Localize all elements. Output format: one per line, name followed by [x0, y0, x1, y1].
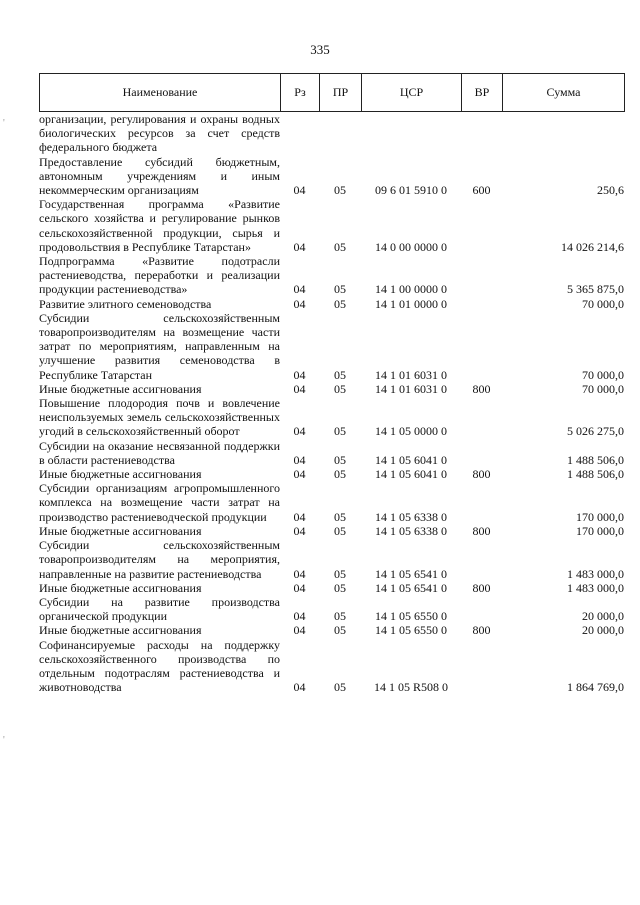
scan-mark: ': [3, 735, 5, 746]
table-row: [39, 382, 624, 396]
cell-csr: 14 1 05 6041 0: [375, 467, 447, 482]
cell-csr: [361, 112, 461, 155]
cell-vr: [461, 112, 502, 155]
cell-csr: 14 1 00 0000 0: [375, 282, 447, 297]
cell-vr: [461, 538, 502, 581]
cell-sum: 1 483 000,0: [567, 566, 624, 581]
cell-pr: 05: [334, 509, 346, 524]
cell-rz: 04: [293, 239, 306, 254]
cell-sum: [502, 112, 624, 155]
cell-sum: 170 000,0: [576, 523, 624, 538]
cell-name: Субсидии сельскохозяйственным товаропроизводителям на мероприятия, направленные на развитие растениеводства: [39, 538, 280, 581]
cell-csr: 14 1 05 6338 0: [375, 523, 447, 538]
cell-vr: 800: [472, 523, 491, 538]
budget-table: [39, 112, 624, 694]
cell-sum: 5 365 875,0: [567, 282, 624, 297]
cell-name: Иные бюджетные ассигнования: [39, 467, 202, 482]
cell-vr: 600: [472, 183, 491, 198]
column-header-name: Наименование: [40, 74, 281, 112]
cell-name: Субсидии организациям агропромышленного комплекса на возмещение части затрат на производство растениеводческой продукции: [39, 481, 280, 524]
cell-vr: [461, 595, 502, 623]
cell-rz: 04: [293, 523, 306, 538]
cell-sum: 5 026 275,0: [567, 424, 624, 439]
cell-vr: [461, 638, 502, 695]
table-row: [39, 623, 624, 637]
table-row: [39, 155, 624, 198]
column-header-rz: Рз: [281, 74, 320, 112]
cell-csr: 14 1 05 6541 0: [375, 566, 447, 581]
cell-vr: [461, 297, 502, 311]
cell-name: Развитие элитного семеноводства: [39, 296, 212, 311]
cell-name: Субсидии сельскохозяйственным товаропроизводителям на возмещение части затрат по мероприятиям, направленным на улучшение развития семеноводства в Республике Татарстан: [39, 310, 280, 382]
cell-name: Иные бюджетные ассигнования: [39, 381, 202, 396]
cell-rz: 04: [293, 296, 306, 311]
cell-csr: 09 6 01 5910 0: [375, 183, 447, 198]
cell-rz: 04: [293, 381, 306, 396]
table-row: [39, 524, 624, 538]
cell-vr: [461, 254, 502, 297]
cell-vr: 800: [472, 623, 491, 638]
cell-pr: 05: [334, 424, 346, 439]
table-row: [39, 481, 624, 524]
cell-csr: 14 1 01 6031 0: [375, 367, 447, 382]
cell-pr: 05: [334, 467, 346, 482]
cell-csr: 14 1 05 R508 0: [373, 680, 448, 695]
table-row: [39, 538, 624, 581]
cell-vr: [461, 481, 502, 524]
cell-pr: 05: [334, 183, 346, 198]
cell-vr: 800: [472, 467, 491, 482]
cell-sum: 1 864 769,0: [567, 680, 624, 695]
cell-pr: 05: [334, 367, 346, 382]
cell-name: организации, регулирования и охраны водных биологических ресурсов за счет средств федерального бюджета: [39, 112, 280, 155]
cell-pr: 05: [334, 296, 346, 311]
table-row: [39, 112, 624, 155]
cell-csr: 14 1 05 6541 0: [375, 580, 447, 595]
budget-table-body: [39, 112, 624, 694]
cell-csr: 14 1 05 6550 0: [375, 623, 447, 638]
cell-vr: [461, 197, 502, 254]
cell-csr: 14 1 01 6031 0: [375, 381, 447, 396]
table-row: [39, 638, 624, 695]
table-row: [39, 595, 624, 623]
table-row: [39, 396, 624, 439]
scan-mark: ': [3, 118, 5, 129]
cell-pr: 05: [334, 580, 346, 595]
cell-pr: 05: [334, 523, 346, 538]
cell-rz: 04: [293, 282, 306, 297]
table-row: [39, 197, 624, 254]
cell-rz: 04: [293, 367, 306, 382]
cell-sum: 20 000,0: [582, 623, 624, 638]
cell-vr: [461, 311, 502, 382]
cell-name: Предоставление субсидий бюджетным, автономным учреждениям и иным некоммерческим организациям: [39, 154, 280, 198]
cell-rz: 04: [293, 580, 306, 595]
cell-name: Иные бюджетные ассигнования: [39, 523, 202, 538]
cell-sum: 70 000,0: [582, 381, 624, 396]
cell-rz: 04: [293, 623, 306, 638]
cell-rz: 04: [293, 680, 306, 695]
cell-pr: 05: [334, 381, 346, 396]
cell-pr: 05: [334, 282, 346, 297]
cell-pr: 05: [334, 623, 346, 638]
cell-rz: 04: [293, 452, 306, 467]
column-header-pr: ПР: [320, 74, 362, 112]
cell-csr: 14 1 05 6041 0: [375, 452, 447, 467]
cell-name: Подпрограмма «Развитие подотрасли растениеводства, переработки и реализации продукции растениеводства»: [39, 254, 280, 297]
cell-sum: 14 026 214,6: [561, 239, 624, 254]
cell-sum: 170 000,0: [576, 509, 624, 524]
cell-sum: 20 000,0: [582, 609, 624, 624]
table-header: [39, 73, 625, 112]
cell-name: Иные бюджетные ассигнования: [39, 580, 202, 595]
cell-name: Субсидии на развитие производства органической продукции: [39, 594, 280, 624]
cell-pr: 05: [334, 239, 346, 254]
cell-vr: [461, 439, 502, 467]
cell-rz: 04: [293, 424, 306, 439]
column-header-vr: ВР: [462, 74, 503, 112]
cell-sum: 70 000,0: [582, 367, 624, 382]
cell-csr: 14 1 01 0000 0: [375, 296, 447, 311]
cell-rz: 04: [293, 509, 306, 524]
cell-name: Иные бюджетные ассигнования: [39, 623, 202, 638]
cell-csr: 14 0 00 0000 0: [375, 239, 447, 254]
cell-rz: 04: [293, 609, 306, 624]
cell-pr: 05: [334, 680, 346, 695]
cell-pr: [319, 112, 361, 155]
table-row: [39, 581, 624, 595]
column-header-csr: ЦСР: [362, 74, 462, 112]
cell-rz: 04: [293, 467, 306, 482]
cell-name: Субсидии на оказание несвязанной поддержки в области растениеводства: [39, 438, 280, 467]
cell-pr: 05: [334, 566, 346, 581]
cell-pr: 05: [334, 452, 346, 467]
column-header-sum: Сумма: [503, 74, 625, 112]
cell-rz: 04: [293, 183, 306, 198]
cell-csr: 14 1 05 6550 0: [375, 609, 447, 624]
table-row: [39, 254, 624, 297]
table-row: [39, 467, 624, 481]
table-row: [39, 311, 624, 382]
cell-name: Государственная программа «Развитие сельского хозяйства и регулирование рынков сельскохозяйственной продукции, сырья и продовольствия в Республике Татарстан»: [39, 197, 280, 254]
cell-vr: 800: [472, 580, 491, 595]
cell-name: Софинансируемые расходы на поддержку сельскохозяйственного производства по отдельным подотраслям растениеводства и животноводства: [39, 637, 280, 695]
cell-sum: 250,6: [597, 183, 624, 198]
cell-sum: 70 000,0: [582, 296, 624, 311]
cell-name: Повышение плодородия почв и вовлечение неиспользуемых земель сельскохозяйственных угодий в сельскохозяйственный оборот: [39, 396, 280, 439]
page-number: 335: [310, 42, 330, 57]
cell-sum: 1 488 506,0: [567, 467, 624, 482]
cell-rz: [280, 112, 319, 155]
cell-csr: 14 1 05 6338 0: [375, 509, 447, 524]
cell-sum: 1 483 000,0: [567, 580, 624, 595]
table-row: [39, 439, 624, 467]
table-row: [39, 297, 624, 311]
cell-vr: [461, 396, 502, 439]
cell-vr: 800: [472, 381, 491, 396]
cell-csr: 14 1 05 0000 0: [375, 424, 447, 439]
cell-sum: 1 488 506,0: [567, 452, 624, 467]
cell-pr: 05: [334, 609, 346, 624]
cell-rz: 04: [293, 566, 306, 581]
